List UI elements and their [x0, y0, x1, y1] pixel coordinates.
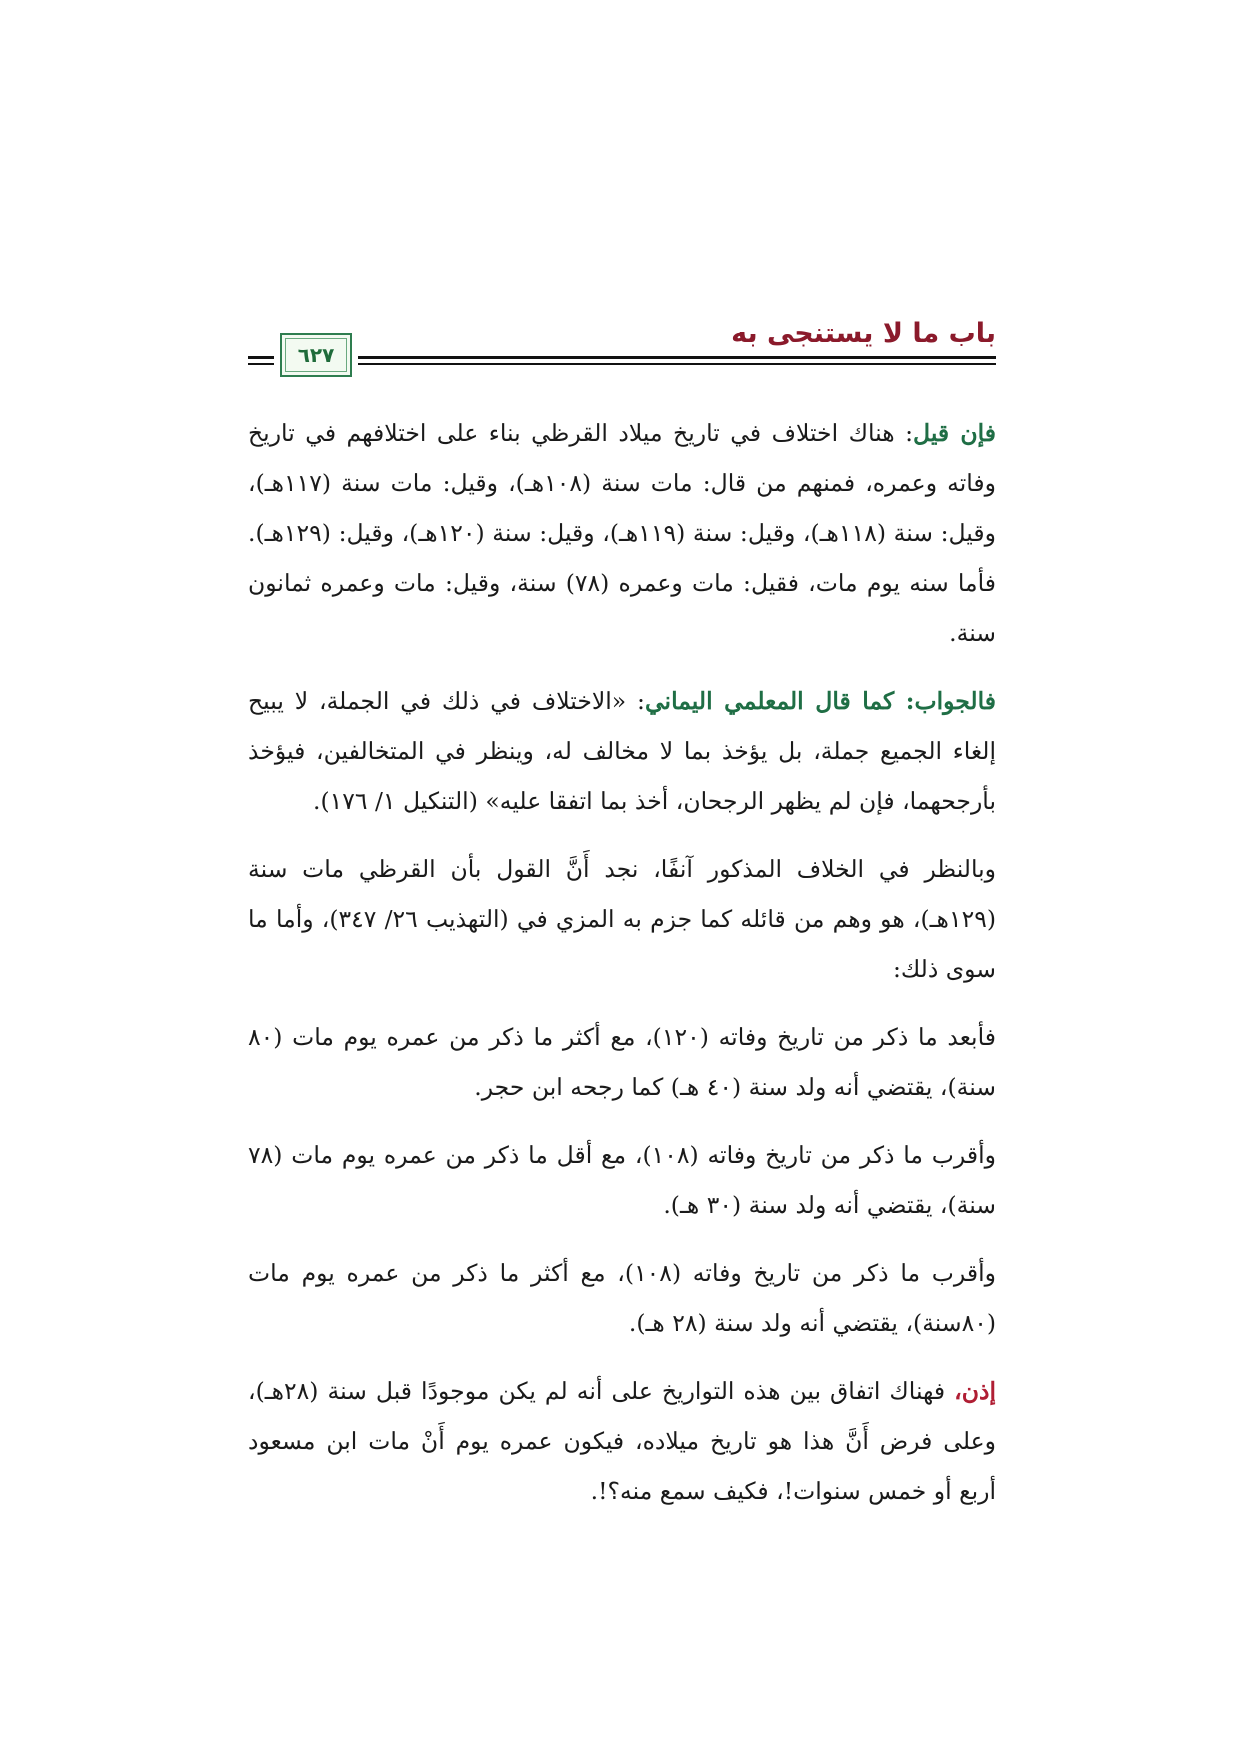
page-number-frame [280, 333, 352, 377]
paragraph-text: وأقرب ما ذكر من تاريخ وفاته (١٠٨)، مع أكثر ما ذكر من عمره يوم مات (٨٠سنة)، يقتضي أنه ولد سنة (٢٨ هـ). [248, 1259, 996, 1337]
paragraph-analysis [248, 844, 996, 994]
chapter-title: باب ما لا يستنجى به [731, 318, 996, 349]
paragraph-text: فأبعد ما ذكر من تاريخ وفاته (١٢٠)، مع أكثر ما ذكر من عمره يوم مات (٨٠ سنة)، يقتضي أنه ولد سنة (٤٠ هـ) كما رجحه ابن حجر. [248, 1023, 996, 1101]
paragraph-lead: إذن، [954, 1377, 996, 1405]
header-rule-left-top [248, 356, 274, 359]
paragraph-text: وبالنظر في الخلاف المذكور آنفًا، نجد أَنَّ القول بأن القرظي مات سنة (١٢٩هـ)، هو وهم من قائله كما جزم به المزي في (التهذيب ٢٦/ ٣٤٧)، وأما ما سوى ذلك: [248, 855, 996, 983]
paragraph-text: وأقرب ما ذكر من تاريخ وفاته (١٠٨)، مع أقل ما ذكر من عمره يوم مات (٧٨ سنة)، يقتضي أنه ولد سنة (٣٠ هـ). [248, 1141, 996, 1219]
page-header [248, 318, 996, 382]
header-rule-right-bottom [358, 363, 996, 365]
page-body [248, 408, 996, 1534]
page-number: ٦٢٧ [297, 343, 335, 367]
paragraph-lead: فالجواب: كما قال المعلمي اليماني [644, 687, 996, 715]
header-rule-right-top [358, 356, 996, 359]
paragraph-answer [248, 676, 996, 826]
paragraph-lead: فإن قيل [913, 419, 996, 447]
header-rule-left-bottom [248, 363, 274, 365]
paragraph-text: : هناك اختلاف في تاريخ ميلاد القرظي بناء على اختلافهم في تاريخ وفاته وعمره، فمنهم من قال: مات سنة (١٠٨هـ)، وقيل: مات سنة (١١٧هـ)، وقيل: سنة (١١٨هـ)، وقيل: سنة (١١٩هـ)، وقيل: سنة (١٢٠هـ)، وقيل: (١٢٩هـ). فأما سنه يوم مات، فقيل: مات وعمره (٧٨) سنة، وقيل: مات وعمره ثمانون سنة. [248, 419, 997, 647]
paragraph-objection [248, 408, 996, 658]
paragraph-nearest-date-min [248, 1130, 996, 1230]
paragraph-text: : «الاختلاف في ذلك في الجملة، لا يبيح إلغاء الجميع جملة، بل يؤخذ بما لا مخالف له، وينظر في المتخالفين، فيؤخذ بأرجحهما، فإن لم يظهر الرجحان، أخذ بما اتفقا عليه» (التنكيل ١/ ١٧٦). [248, 687, 996, 815]
paragraph-nearest-date-max [248, 1248, 996, 1348]
paragraph-text: فهناك اتفاق بين هذه التواريخ على أنه لم يكن موجودًا قبل سنة (٢٨هـ)، وعلى فرض أَنَّ هذا هو تاريخ ميلاده، فيكون عمره يوم أَنْ مات ابن مسعود أربع أو خمس سنوات!، فكيف سمع منه؟!. [248, 1377, 996, 1505]
paragraph-farthest-date [248, 1012, 996, 1112]
paragraph-conclusion [248, 1366, 996, 1516]
